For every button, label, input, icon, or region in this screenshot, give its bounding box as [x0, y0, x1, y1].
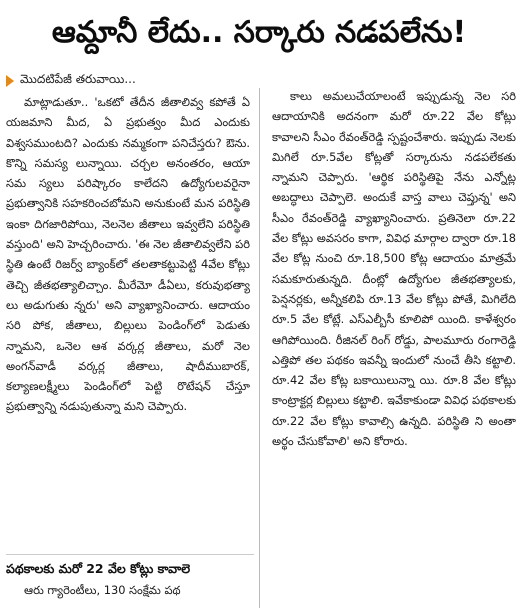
- column-divider: [259, 88, 260, 608]
- continued-label: [6, 72, 136, 89]
- subhead: పథకాలకు మరో 22 వేల కోట్లు కావాలె: [6, 554, 254, 580]
- subhead-paragraph: ఆరు గ్యారెంటీలు, 130 సంక్షేమ పథ: [24, 583, 181, 597]
- right-column: [272, 86, 516, 606]
- right-column-text: కాలు అమలుచేయాలంటే ఇప్పుడున్న నెల సరి ఆదాయానికి అదనంగా మరో రూ.22 వేల కోట్లు కావాలని సీఎం రేవంత్‌రెడ్డి స్పష్టంచేశారు. ఇప్పుడు నెలకు మిగిలే రూ.5వేల కోట్లతో సర్కారును నడపలేకతు న్నామని చెప్పారు. 'ఆర్థిక పరిస్థితిపై నేను ఎన్నోట్ల అబద్ధాలు చెప్పాలె. అందుకే వాస్త వాలు చెప్తున్న' అని సీఎం రేవంత్‌రెడ్డి వ్యాఖ్యానించారు. ప్రతినెలా రూ.22 వేల కోట్లు అవసరం కాగా, వివిధ మార్గాల ద్వారా రూ.18 వేల కోట్ల నుంచి రూ.18,500 కోట్ల ఆదాయం మాత్రమే సమకూరుతున్నది. దీంట్లో ఉద్యోగుల జీతభత్యాలకు, పెన్షనర్లకు, అన్నీకలిపి రూ.13 వేల కోట్లు పోతే, మిగిలేది రూ.5 వేల కోట్లే. ఎస్ఎల్బీసీ కూలిపో యింది. కాళేశ్వరం ఆగిపోయింది. రీజినల్ రింగ్ రోడ్డు, పాలమూరు రంగారెడ్డి ఎత్తిపో తల పథకం ఇవన్నీ ఇందులో నుంచే తీసి కట్టాలి. రూ.42 వేల కోట్ల బకాయిలున్నా యి. రూ.8 వేల కోట్లు కాంట్రాక్టర్ల బిల్లులు కట్టాలి. ఇవేకాకుండా వివిధ పథకాలకు రూ.22 వేల కోట్లు కావాల్సి ఉన్నది. పరిస్థితి ని అంతా అర్థం చేసుకోవాలి' అని కోరారు.: [272, 89, 516, 449]
- left-column-text: మాట్లాడుతూ.. 'ఒకటో తేదీన జీతాలివ్వ కపోతే ఏ యజమాని మీద, ఏ ప్రభుత్వం మీద ఎందుకు విశ్వసముంటది? ఎందుకు నమ్మకంగా పనిచేస్తరు? ఔను. కొన్ని సమస్య లున్నాయి. చర్చల అనంతరం, ఆయా సమ స్యలు పరిష్కారం కాలేదని ఉద్యోగులవరైనా ప్రభుత్వానికి సహకరించబోమని అనుకుంటే మన పరిస్థితి ఇంకా దిగజారిపోయి, నెలనెల జీతాలు ఇవ్వలేని పరిస్థితి వస్తుంది' అని హెచ్చరించారు. 'ఈ నెల జీతాలివ్వలేని పరి స్థితి ఉంటే రిజర్వ్ బ్యాంక్‌లో తలతాకట్టుపెట్టి 4వేల కోట్లు తెచ్చి జీతభత్యాలిచ్చాం. మీరేమో డీఏలు, కరువుభత్యా లు అడుగుతు న్నరు' అని వ్యాఖ్యానించారు. ఆదాయం సరి పోక, జీతాలు, బిల్లులు పెండింగ్‌లో పెడుతు న్నామని, ఒనెల ఆశ వర్కర్ల జీతాలు, మరో నెల అంగన్‌వాడీ వర్కర్ల జీతాలు, షాదీముబారక్, కల్యాణలక్ష్మీలు పెండింగ్‌లో పెట్టి రొటేషన్ చేస్తూ ప్రభుత్వాన్ని నడుపుతున్నా మని చెప్పారు.: [6, 95, 250, 414]
- arrow-right-icon: [6, 75, 14, 87]
- headline: ఆమ్దానీ లేదు.. సర్కారు నడపలేను!: [51, 15, 467, 50]
- continued-text: మొదటిపేజీ తరువాయి...: [20, 72, 136, 86]
- left-column: [6, 92, 250, 530]
